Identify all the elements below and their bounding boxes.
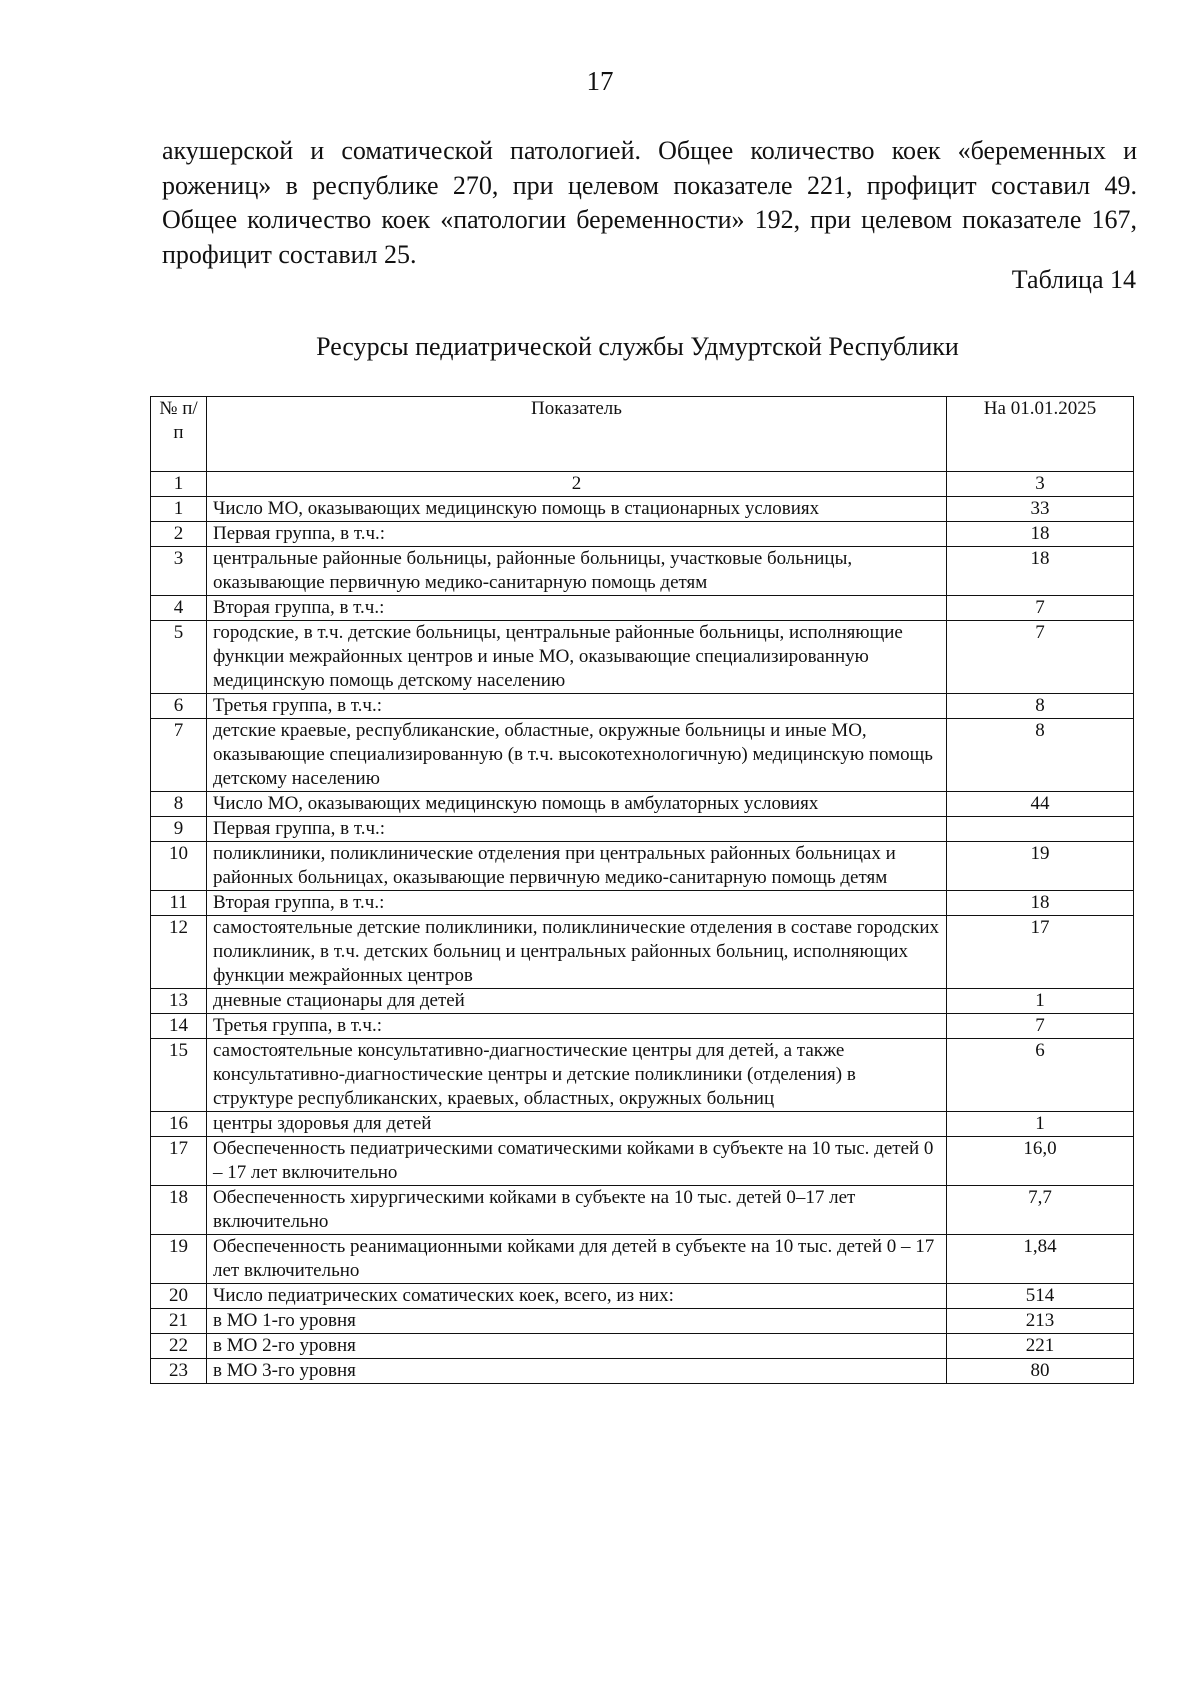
row-indicator: Число МО, оказывающих медицинскую помощь в амбулаторных условиях xyxy=(207,792,947,817)
row-indicator: самостоятельные консультативно-диагностические центры для детей, а также консультативно-диагностические центры и детские поликлиники (отделения) в структуре республиканских, краевых, областных, окружных больниц xyxy=(207,1039,947,1112)
row-indicator: дневные стационары для детей xyxy=(207,989,947,1014)
table-row xyxy=(151,792,1134,817)
row-indicator: Обеспеченность хирургическими койками в субъекте на 10 тыс. детей 0–17 лет включительно xyxy=(207,1186,947,1235)
table-row xyxy=(151,1112,1134,1137)
row-number: 18 xyxy=(151,1186,207,1235)
table-row xyxy=(151,1186,1134,1235)
row-value: 16,0 xyxy=(947,1137,1134,1186)
column-numbers-row xyxy=(151,472,1134,497)
table-row xyxy=(151,842,1134,891)
row-number: 3 xyxy=(151,547,207,596)
table-row xyxy=(151,891,1134,916)
row-indicator: в МО 1-го уровня xyxy=(207,1309,947,1334)
row-value: 7 xyxy=(947,1014,1134,1039)
row-number: 21 xyxy=(151,1309,207,1334)
table-header-row xyxy=(151,397,1134,472)
row-indicator: Вторая группа, в т.ч.: xyxy=(207,596,947,621)
row-number: 5 xyxy=(151,621,207,694)
row-value: 7,7 xyxy=(947,1186,1134,1235)
row-indicator: Первая группа, в т.ч.: xyxy=(207,817,947,842)
table-row xyxy=(151,621,1134,694)
row-value: 18 xyxy=(947,891,1134,916)
row-value: 7 xyxy=(947,621,1134,694)
table-row xyxy=(151,1039,1134,1112)
row-value: 8 xyxy=(947,694,1134,719)
row-number: 6 xyxy=(151,694,207,719)
table-row xyxy=(151,1014,1134,1039)
header-value: На 01.01.2025 xyxy=(947,397,1134,472)
table-label: Таблица 14 xyxy=(1011,265,1136,294)
row-number: 13 xyxy=(151,989,207,1014)
row-indicator: в МО 3-го уровня xyxy=(207,1359,947,1384)
row-value: 33 xyxy=(947,497,1134,522)
row-value: 80 xyxy=(947,1359,1134,1384)
row-value: 7 xyxy=(947,596,1134,621)
row-number: 10 xyxy=(151,842,207,891)
row-number: 7 xyxy=(151,719,207,792)
row-number: 17 xyxy=(151,1137,207,1186)
row-number: 19 xyxy=(151,1235,207,1284)
row-number: 14 xyxy=(151,1014,207,1039)
resources-table xyxy=(150,396,1134,1384)
table-row xyxy=(151,1359,1134,1384)
row-indicator: городские, в т.ч. детские больницы, центральные районные больницы, исполняющие функции межрайонных центров и иные МО, оказывающие специализированную медицинскую помощь детскому населению xyxy=(207,621,947,694)
row-value xyxy=(947,817,1134,842)
row-indicator: Обеспеченность реанимационными койками для детей в субъекте на 10 тыс. детей 0 – 17 лет включительно xyxy=(207,1235,947,1284)
row-value: 18 xyxy=(947,522,1134,547)
row-number: 2 xyxy=(151,522,207,547)
row-number: 8 xyxy=(151,792,207,817)
row-indicator: Обеспеченность педиатрическими соматическими койками в субъекте на 10 тыс. детей 0 – 17 лет включительно xyxy=(207,1137,947,1186)
row-number: 23 xyxy=(151,1359,207,1384)
row-value: 1 xyxy=(947,989,1134,1014)
intro-text: акушерской и соматической патологией. Общее количество коек «беременных и рожениц» в республике 270, при целевом показателе 221, профицит составил 49. Общее количество коек «патологии беременности» 192, при целевом показателе 167, профицит составил 25. xyxy=(162,136,1137,269)
table-row xyxy=(151,497,1134,522)
row-indicator: Первая группа, в т.ч.: xyxy=(207,522,947,547)
row-number: 22 xyxy=(151,1334,207,1359)
row-value: 44 xyxy=(947,792,1134,817)
row-indicator: самостоятельные детские поликлиники, поликлинические отделения в составе городских поликлиник, в т.ч. детских больниц и центральных районных больниц, исполняющих функции межрайонных центров xyxy=(207,916,947,989)
row-indicator: Вторая группа, в т.ч.: xyxy=(207,891,947,916)
table-row xyxy=(151,719,1134,792)
row-number: 1 xyxy=(151,497,207,522)
row-indicator: Третья группа, в т.ч.: xyxy=(207,1014,947,1039)
row-value: 1 xyxy=(947,1112,1134,1137)
table-row xyxy=(151,547,1134,596)
row-indicator: в МО 2-го уровня xyxy=(207,1334,947,1359)
table-row xyxy=(151,1334,1134,1359)
column-number: 2 xyxy=(207,472,947,497)
row-number: 12 xyxy=(151,916,207,989)
page-number: 17 xyxy=(586,66,614,96)
row-value: 6 xyxy=(947,1039,1134,1112)
row-indicator: Число педиатрических соматических коек, всего, из них: xyxy=(207,1284,947,1309)
row-indicator: детские краевые, республиканские, областные, окружные больницы и иные МО, оказывающие специализированную (в т.ч. высокотехнологичную) медицинскую помощь детскому населению xyxy=(207,719,947,792)
row-indicator: поликлиники, поликлинические отделения при центральных районных больницах и районных больницах, оказывающие первичную медико-санитарную помощь детям xyxy=(207,842,947,891)
header-indicator: Показатель xyxy=(207,397,947,472)
row-value: 213 xyxy=(947,1309,1134,1334)
row-indicator: Число МО, оказывающих медицинскую помощь в стационарных условиях xyxy=(207,497,947,522)
table-row xyxy=(151,817,1134,842)
table-row xyxy=(151,694,1134,719)
column-number: 1 xyxy=(151,472,207,497)
header-num: № п/п xyxy=(151,397,207,472)
row-number: 4 xyxy=(151,596,207,621)
row-indicator: центры здоровья для детей xyxy=(207,1112,947,1137)
table-row xyxy=(151,1309,1134,1334)
row-value: 19 xyxy=(947,842,1134,891)
table-row xyxy=(151,1284,1134,1309)
row-number: 20 xyxy=(151,1284,207,1309)
table-title: Ресурсы педиатрической службы Удмуртской Республики xyxy=(316,332,959,361)
row-number: 15 xyxy=(151,1039,207,1112)
row-number: 16 xyxy=(151,1112,207,1137)
row-indicator: Третья группа, в т.ч.: xyxy=(207,694,947,719)
table-row xyxy=(151,989,1134,1014)
row-value: 17 xyxy=(947,916,1134,989)
table-row xyxy=(151,596,1134,621)
table-row xyxy=(151,1137,1134,1186)
row-value: 514 xyxy=(947,1284,1134,1309)
row-value: 1,84 xyxy=(947,1235,1134,1284)
row-value: 8 xyxy=(947,719,1134,792)
row-number: 11 xyxy=(151,891,207,916)
table-row xyxy=(151,916,1134,989)
table-row xyxy=(151,1235,1134,1284)
row-value: 221 xyxy=(947,1334,1134,1359)
row-value: 18 xyxy=(947,547,1134,596)
column-number: 3 xyxy=(947,472,1134,497)
row-number: 9 xyxy=(151,817,207,842)
table-row xyxy=(151,522,1134,547)
intro-paragraph xyxy=(162,134,1137,272)
row-indicator: центральные районные больницы, районные больницы, участковые больницы, оказывающие первичную медико-санитарную помощь детям xyxy=(207,547,947,596)
